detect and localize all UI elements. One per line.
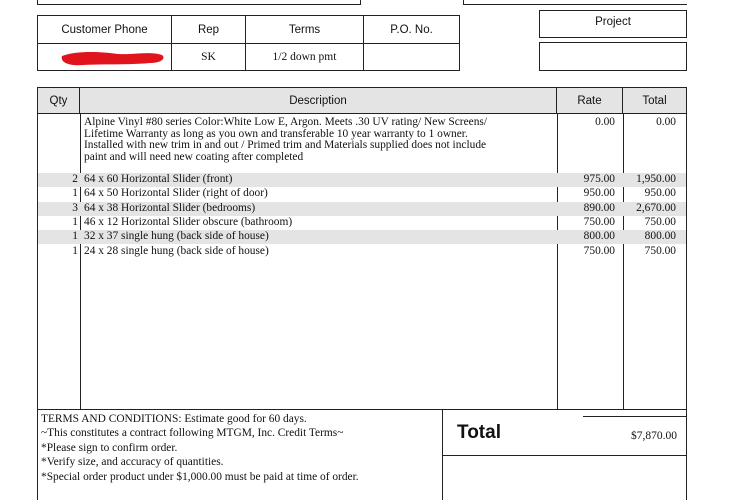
po-number-header: P.O. No.: [390, 23, 433, 36]
row-description: 64 x 38 Horizontal Slider (bedrooms): [84, 201, 256, 214]
terms-line: TERMS AND CONDITIONS: Estimate good for 60 days.: [41, 413, 307, 425]
row-qty: 1: [72, 187, 78, 200]
items-table-header: [38, 88, 686, 114]
intro-rate: 0.00: [595, 116, 615, 128]
row-description: 32 x 37 single hung (back side of house): [84, 230, 269, 243]
row-qty: 1: [72, 244, 78, 257]
total-label: Total: [457, 422, 501, 443]
row-total: 800.00: [644, 230, 676, 243]
row-rate: 800.00: [583, 230, 615, 243]
row-qty: 1: [72, 215, 78, 228]
row-description: 64 x 50 Horizontal Slider (right of door): [84, 187, 268, 200]
table-row: [38, 216, 686, 230]
row-rate: 750.00: [583, 215, 615, 228]
terms-header: Terms: [246, 16, 364, 43]
row-total: 950.00: [644, 187, 676, 200]
rate-header: Rate: [557, 88, 623, 113]
rep-header: Rep: [172, 16, 246, 43]
project-label: Project: [595, 16, 631, 28]
customer-phone-header: Customer Phone: [38, 16, 172, 43]
items-table: [37, 87, 687, 410]
total-value-box: [583, 416, 687, 455]
terms-line: *Please sign to confirm order.: [41, 441, 178, 454]
intro-line: Installed with new trim in and out / Primed trim and Materials supplied does not include: [84, 139, 487, 152]
row-rate: 890.00: [583, 201, 615, 214]
row-description: 24 x 28 single hung (back side of house): [84, 244, 269, 257]
row-qty: 1: [72, 230, 78, 243]
row-rate: 975.00: [583, 173, 615, 185]
row-rate: 950.00: [583, 187, 615, 200]
table-row: [38, 230, 686, 244]
row-total: 2,670.00: [636, 201, 676, 214]
row-rate: 750.00: [583, 244, 615, 257]
project-label-box: [539, 10, 687, 38]
po-number-value: [364, 44, 459, 70]
table-row: [38, 187, 686, 201]
intro-total: 0.00: [656, 116, 676, 128]
qty-header: Qty: [38, 88, 80, 113]
line-items: [38, 173, 686, 259]
intro-line: paint and will need new coating after completed: [84, 151, 304, 164]
total-column-divider: [623, 114, 624, 409]
qty-column-divider: [80, 114, 81, 409]
table-row: [38, 202, 686, 216]
total-header: Total: [642, 94, 667, 107]
rate-column-divider: [557, 114, 558, 409]
row-qty: 3: [72, 201, 78, 214]
row-total: 750.00: [644, 244, 676, 257]
top-left-box-edge: [37, 0, 361, 5]
row-description: 46 x 12 Horizontal Slider obscure (bathroom): [84, 215, 293, 228]
intro-line: Alpine Vinyl #80 series Color:White Low E, Argon. Meets .30 UV rating/ New Screens/: [84, 116, 487, 128]
info-table-header-row: [38, 16, 459, 44]
intro-line: Lifetime Warranty as long as you own and transferable 10 year warranty to 1 owner.: [84, 127, 468, 140]
row-total: 750.00: [644, 215, 676, 228]
terms-line: ~This constitutes a contract following MTGM, Inc. Credit Terms~: [41, 427, 344, 440]
row-qty: 2: [72, 173, 78, 185]
project-value-box: [539, 42, 687, 71]
table-row: [38, 245, 686, 259]
terms-value: 1/2 down pmt: [246, 44, 364, 70]
info-table: [37, 15, 460, 71]
row-description: 64 x 60 Horizontal Slider (front): [84, 173, 233, 185]
terms-line: *Verify size, and accuracy of quantities.: [41, 456, 224, 469]
rep-value: SK: [172, 44, 246, 70]
redaction-mark: [58, 46, 168, 68]
total-divider: [443, 455, 686, 456]
top-right-box-edge: [463, 0, 687, 5]
customer-phone-value: [38, 44, 172, 70]
row-total: 1,950.00: [636, 173, 676, 185]
total-value: $7,870.00: [631, 430, 677, 442]
table-row: [38, 173, 686, 187]
description-header: Description: [80, 88, 557, 113]
info-table-value-row: [38, 44, 459, 70]
terms-line: *Special order product under $1,000.00 must be paid at time of order.: [41, 470, 359, 483]
